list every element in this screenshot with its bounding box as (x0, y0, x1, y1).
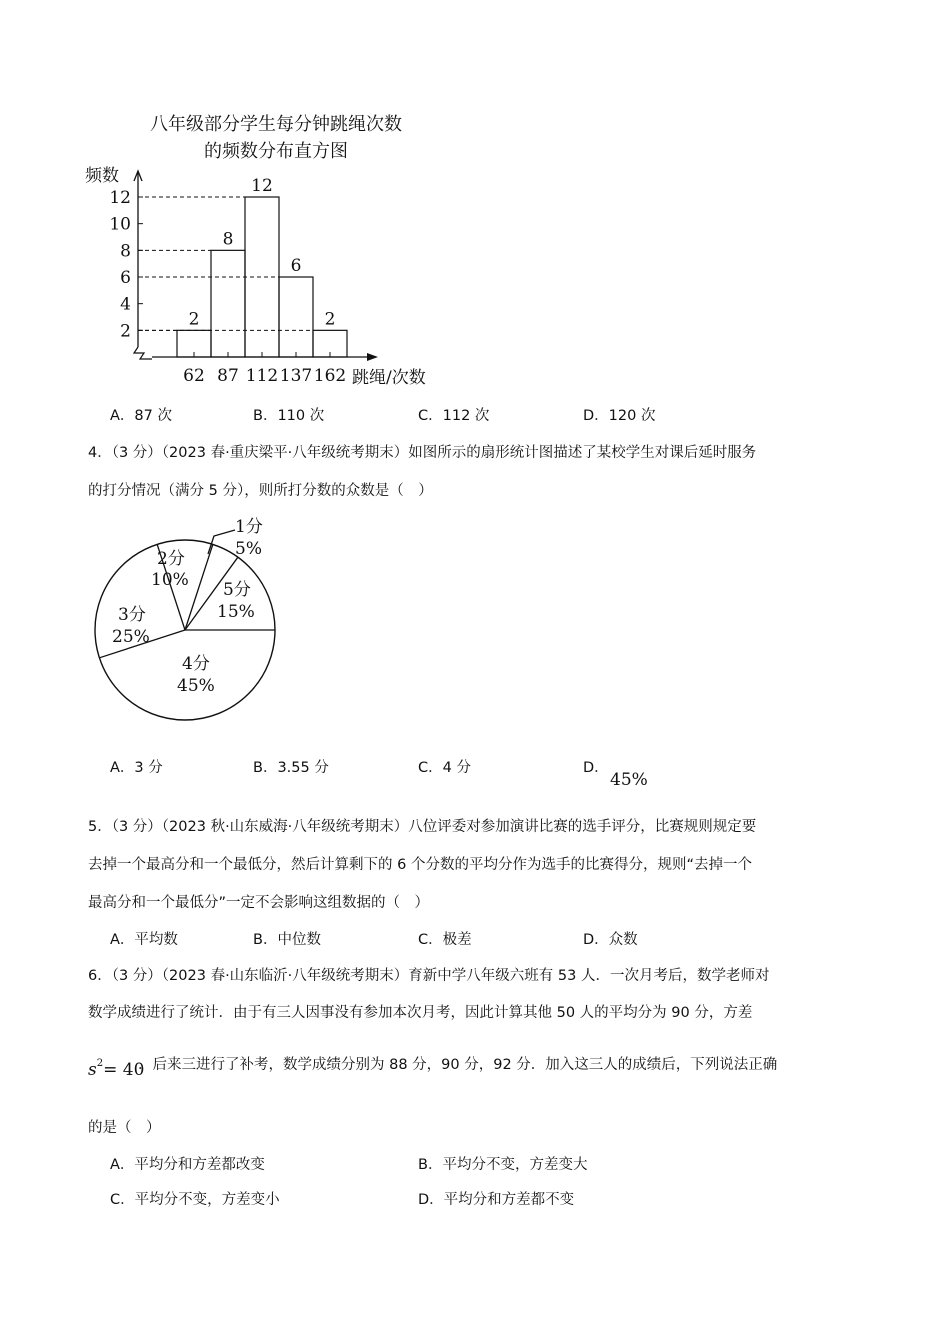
q4-option-c[interactable]: C．4 分 (418, 760, 471, 776)
pie-pct-5: 15% (217, 602, 255, 622)
pie-label-3: 3分 (118, 605, 146, 625)
q5-option-a[interactable]: A．平均数 (110, 932, 178, 948)
q5-stem-line1: 5．（3 分）（2023 秋·山东威海·八年级统考期末）八位评委对参加演讲比赛的选手评分，比赛规则规定要 (88, 819, 757, 835)
q6-stem-line2: 数学成绩进行了统计．由于有三人因事没有参加本次月考，因此计算其他 50 人的平均分为 90 分，方差 (88, 1005, 753, 1021)
variance-formula (88, 1060, 144, 1080)
chart-title: 八年级部分学生每分钟跳绳次数 (150, 114, 402, 135)
pie-pct-3: 25% (112, 627, 150, 647)
pie-pct-1: 5% (235, 539, 262, 559)
bar-value-label: 2 (324, 309, 336, 330)
bar-value-label: 12 (251, 176, 273, 196)
x-tick-label: 137 (279, 366, 313, 386)
formula-equals: = 40 (103, 1060, 145, 1080)
x-tick-label: 112 (245, 366, 279, 386)
pie-slice-boundary (185, 544, 213, 630)
histogram-bar (279, 277, 313, 357)
formula-s: s (88, 1060, 97, 1080)
q5-stem-line3: 最高分和一个最低分”一定不会影响这组数据的（ ） (88, 895, 430, 911)
x-axis-label: 跳绳/次数 (352, 368, 426, 388)
q3-option-a[interactable]: A．87 次 (110, 408, 172, 424)
q5-stem-line2: 去掉一个最高分和一个最低分，然后计算剩下的 6 个分数的平均分作为选手的比赛得分，规则“去掉一个 (88, 857, 752, 873)
q6-stem-line3: ．后来三进行了补考，数学成绩分别为 88 分，90 分，92 分．加入这三人的成绩后，下列说法正确 (138, 1057, 778, 1073)
pie-chart (85, 512, 315, 727)
x-tick-label: 87 (217, 366, 239, 386)
pie-label-2: 2分 (157, 549, 185, 569)
q3-option-b[interactable]: B．110 次 (253, 408, 325, 424)
q4-option-d-value: 45% (610, 770, 648, 790)
x-tick-label: 162 (313, 366, 347, 386)
pie-pct-4: 45% (177, 676, 215, 696)
y-tick-label: 10 (109, 214, 131, 235)
q5-option-d[interactable]: D．众数 (583, 932, 638, 948)
x-tick-label: 62 (183, 366, 205, 386)
x-axis-arrow (367, 353, 378, 361)
q6-option-b[interactable]: B．平均分不变，方差变大 (418, 1157, 588, 1173)
formula-exponent: 2 (96, 1058, 104, 1070)
q6-stem-line4: 的是（ ） (88, 1120, 161, 1136)
pie-label-5: 5分 (223, 580, 251, 600)
bar-value-label: 2 (188, 309, 200, 330)
pie-label-4: 4分 (182, 654, 210, 674)
histogram-chart (70, 105, 470, 395)
q5-option-b[interactable]: B．中位数 (253, 932, 321, 948)
histogram-bar (211, 250, 245, 357)
y-tick-label: 8 (120, 241, 131, 262)
q4-stem-line1: 4．（3 分）（2023 春·重庆梁平·八年级统考期末）如图所示的扇形统计图描述了某校学生对课后延时服务 (88, 445, 757, 461)
q6-option-a[interactable]: A．平均分和方差都改变 (110, 1157, 265, 1173)
pie-pct-2: 10% (151, 570, 189, 590)
bar-value-label: 8 (222, 229, 234, 250)
q4-option-d[interactable]: D． (583, 760, 609, 776)
q4-option-a[interactable]: A．3 分 (110, 760, 163, 776)
chart-title-line2: 的频数分布直方图 (204, 141, 348, 162)
y-tick-label: 6 (120, 268, 131, 288)
q6-stem-line1: 6．（3 分）（2023 春·山东临沂·八年级统考期末）育新中学八年级六班有 53 人．一次月考后，数学老师对 (88, 968, 770, 984)
q4-option-b[interactable]: B．3.55 分 (253, 760, 329, 776)
pie-leader-line (208, 530, 235, 554)
y-tick-label: 2 (120, 321, 131, 342)
q3-option-d[interactable]: D．120 次 (583, 408, 656, 424)
y-tick-label: 12 (109, 188, 131, 208)
q5-option-c[interactable]: C．极差 (418, 932, 472, 948)
y-tick-label: 4 (120, 294, 131, 315)
pie-label-1: 1分 (235, 517, 263, 537)
q6-option-c[interactable]: C．平均分不变，方差变小 (110, 1192, 280, 1208)
bar-value-label: 6 (290, 256, 302, 276)
y-axis-label: 频数 (85, 166, 119, 186)
axis-break (134, 347, 152, 359)
q3-option-c[interactable]: C．112 次 (418, 408, 490, 424)
q4-stem-line2: 的打分情况（满分 5 分），则所打分数的众数是（ ） (88, 483, 433, 499)
q6-option-d[interactable]: D．平均分和方差都不变 (418, 1192, 575, 1208)
